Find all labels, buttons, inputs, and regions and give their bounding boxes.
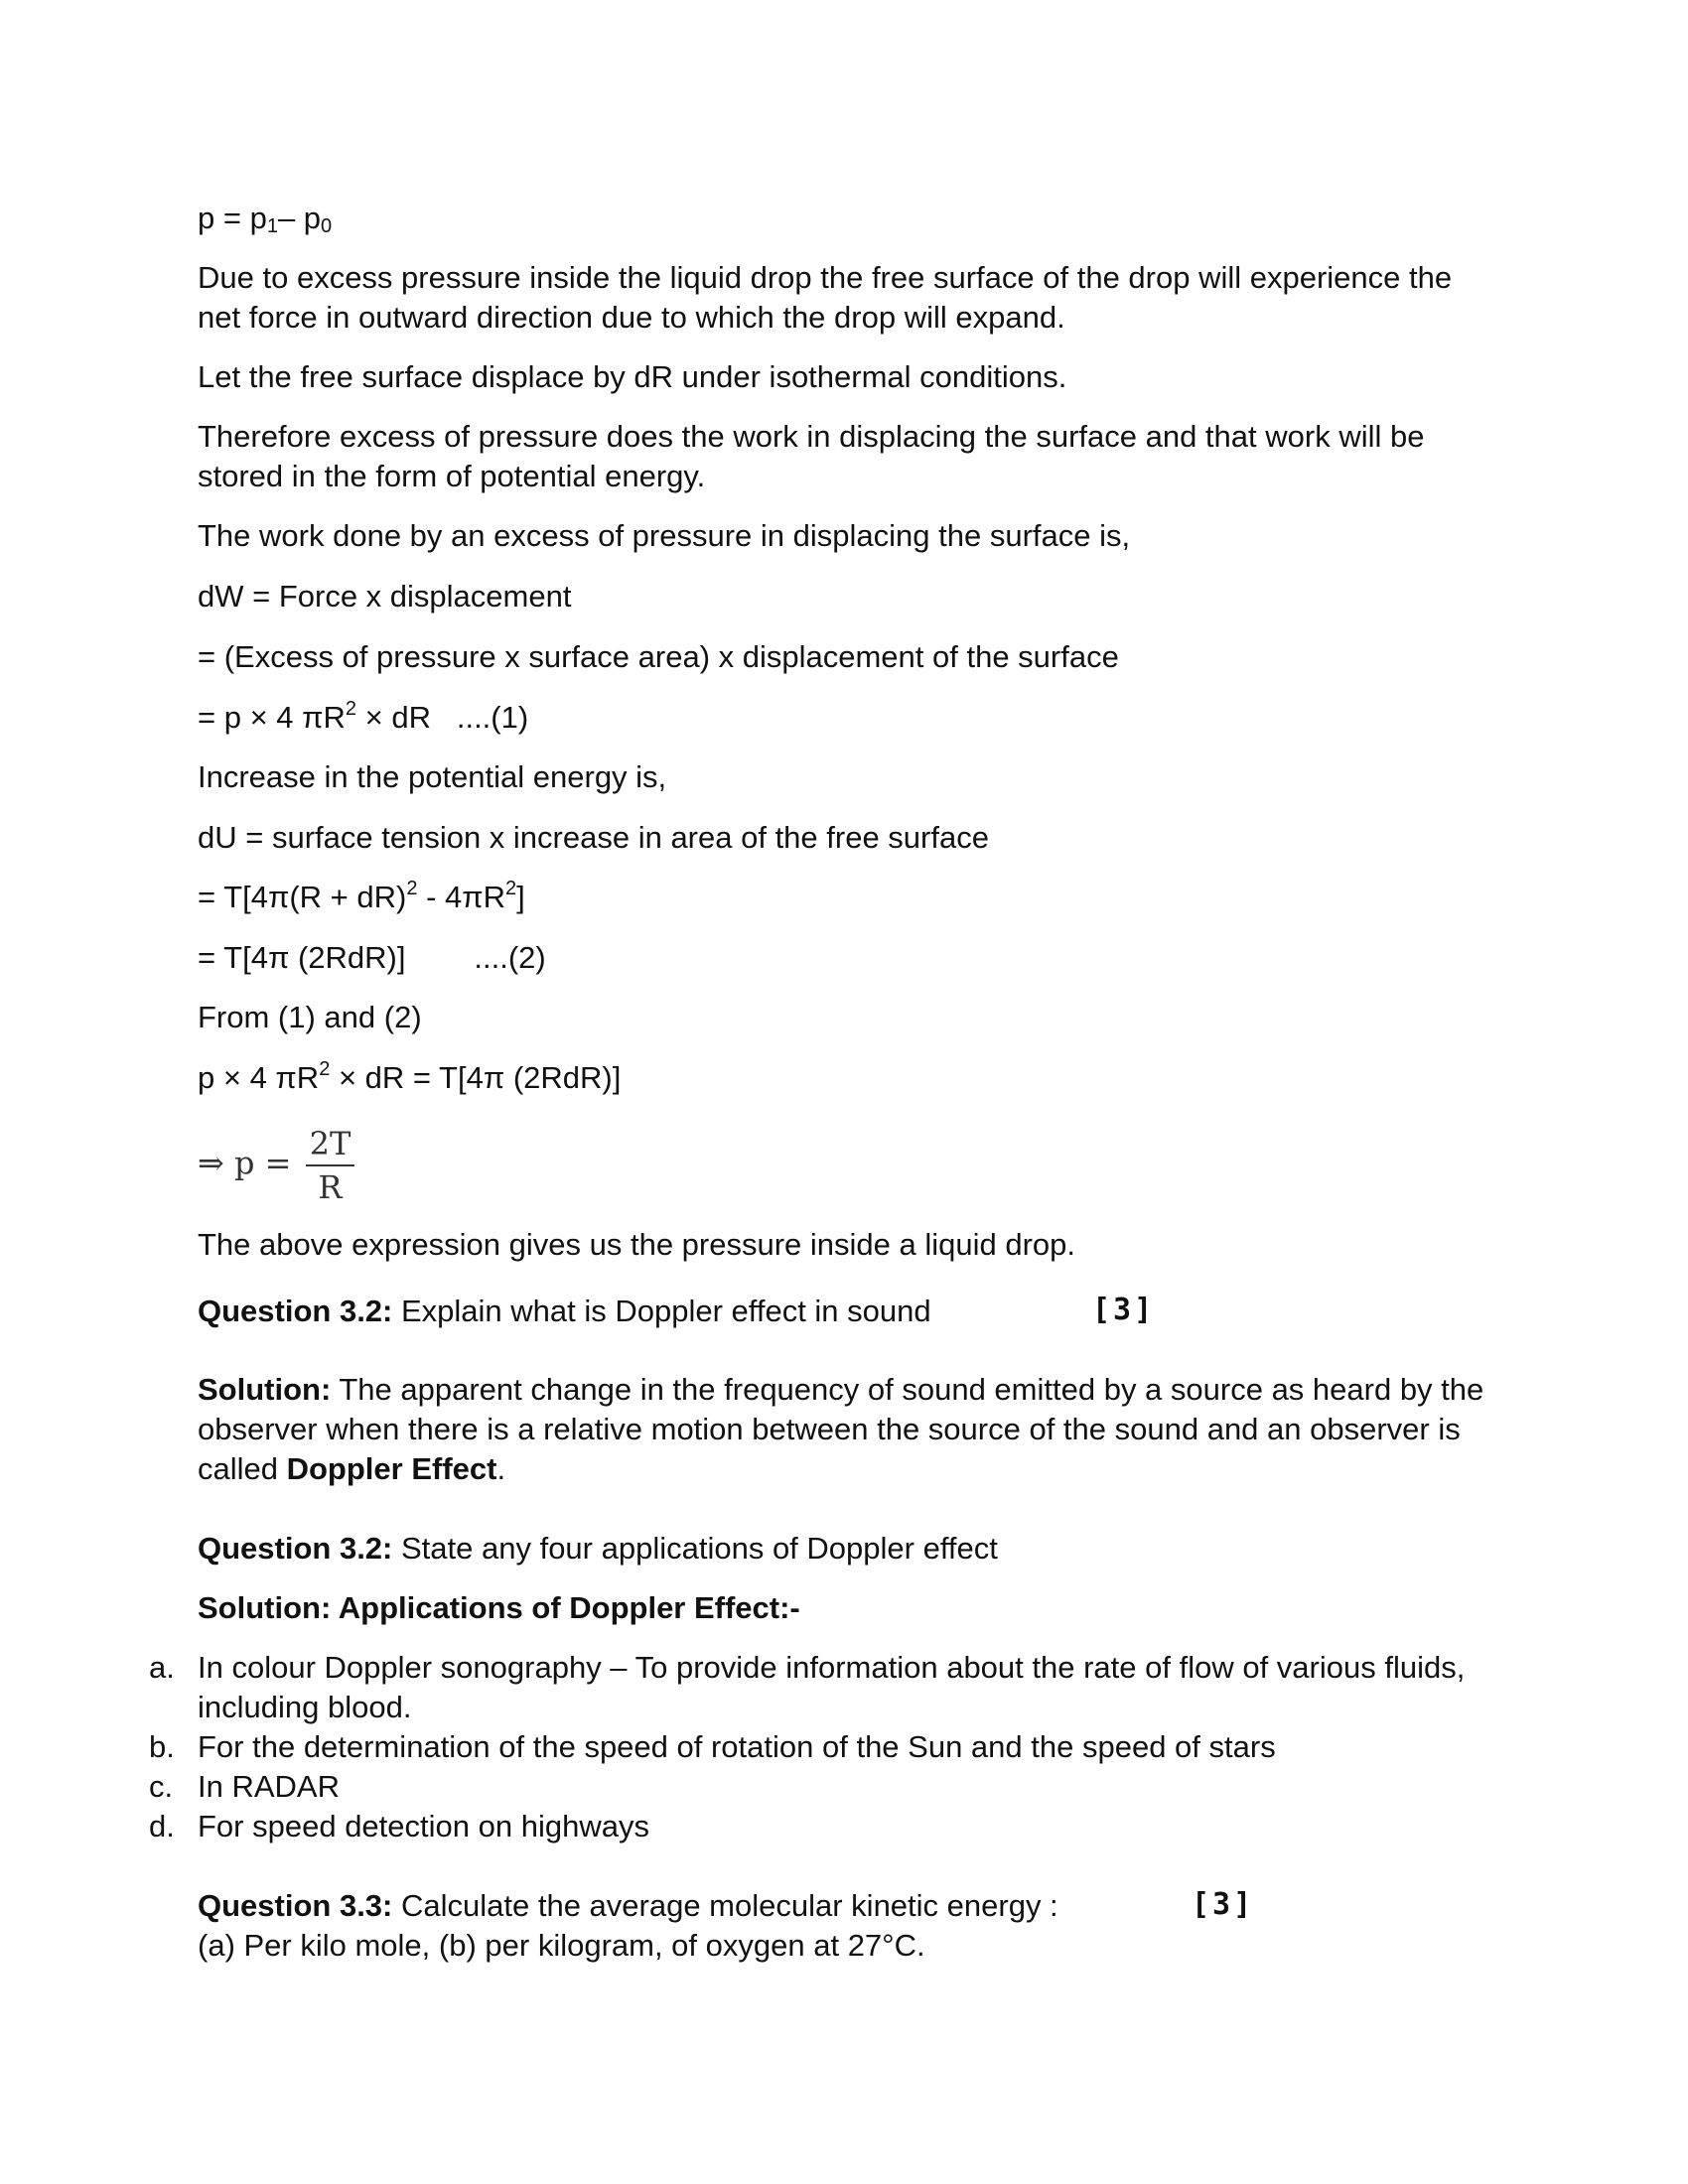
fraction-denominator: R: [318, 1168, 343, 1206]
equation-excess-area: = (Excess of pressure x surface area) x displacement of the surface: [198, 639, 1119, 674]
list-marker: b.: [149, 1729, 175, 1764]
equation-1: [198, 698, 528, 738]
list-marker: c.: [149, 1769, 174, 1804]
solution-text: The apparent change in the frequency of sound emitted by a source as heard by the observer when there is a relative motion between the source of the sound and an observer is called: [198, 1372, 1484, 1486]
list-item: In colour Doppler sonography – To provide information about the rate of flow of various fluids, including blood.: [198, 1650, 1466, 1724]
question-text: Calculate the average molecular kinetic energy :: [392, 1888, 1058, 1923]
paragraph-potential-energy: Increase in the potential energy is,: [198, 759, 667, 794]
eq-text: - 4πR: [417, 880, 506, 914]
equation-pressure-difference: [198, 199, 332, 238]
solution-doppler: [198, 1370, 1498, 1489]
question-text: State any four applications of Doppler effect: [392, 1531, 998, 1566]
solution-applications-heading: Solution: Applications of Doppler Effect:-: [198, 1590, 800, 1625]
solution-term: Doppler Effect: [286, 1451, 497, 1486]
marks-badge: [3]: [1092, 1293, 1156, 1327]
equation-du: dU = surface tension x increase in area of the free surface: [198, 820, 989, 855]
superscript: 2: [345, 698, 357, 720]
eq-text: p = p: [198, 201, 267, 235]
solution-end: .: [496, 1451, 506, 1486]
formula-prefix: ⇒ p =: [198, 1144, 292, 1182]
list-item: In RADAR: [198, 1769, 340, 1804]
paragraph-from-1-and-2: From (1) and (2): [198, 1000, 422, 1034]
equation-dw: dW = Force x displacement: [198, 579, 572, 614]
eq-text: ]: [516, 880, 525, 914]
superscript: 2: [505, 878, 517, 899]
list-item: For the determination of the speed of rotation of the Sun and the speed of stars: [198, 1729, 1276, 1764]
question-3-3-parts: (a) Per kilo mole, (b) per kilogram, of oxygen at 27°C.: [198, 1928, 925, 1963]
paragraph-pressure-expression: The above expression gives us the pressure inside a liquid drop.: [198, 1227, 1076, 1262]
fraction-numerator: 2T: [306, 1125, 355, 1166]
paragraph-work-stored: Therefore excess of pressure does the work in displacing the surface and that work will be stored in the form of potential energy.: [198, 419, 1425, 493]
list-item: For speed detection on highways: [198, 1809, 649, 1843]
formula-pressure-result: [198, 1125, 354, 1206]
subscript: 1: [266, 215, 278, 237]
question-3-2-applications: [198, 1529, 998, 1569]
question-3-3: [198, 1886, 1058, 1926]
question-label: Question 3.2:: [198, 1294, 393, 1328]
equation-combined: [198, 1058, 621, 1098]
paragraph-displacement: Let the free surface displace by dR under isothermal conditions.: [198, 359, 1067, 394]
equation-t-area: [198, 878, 525, 917]
superscript: 2: [319, 1058, 331, 1080]
solution-label: Solution:: [198, 1372, 332, 1407]
equation-2: = T[4π (2RdR)] ....(2): [198, 940, 546, 975]
fraction: [306, 1125, 355, 1206]
list-marker: d.: [149, 1809, 175, 1843]
eq-text: = T[4π(R + dR): [198, 880, 407, 914]
question-label: Question 3.3:: [198, 1888, 393, 1923]
subscript: 0: [321, 215, 333, 237]
eq-text: × dR = T[4π (2RdR)]: [330, 1060, 622, 1095]
eq-text: p × 4 πR: [198, 1060, 320, 1095]
paragraph-excess-pressure: Due to excess pressure inside the liquid drop the free surface of the drop will experience the net force in outward direction due to which the drop will expand.: [198, 260, 1453, 335]
paragraph-work-done: The work done by an excess of pressure in displacing the surface is,: [198, 518, 1131, 553]
question-label: Question 3.2:: [198, 1531, 393, 1566]
eq-text: × dR ....(1): [356, 700, 529, 735]
superscript: 2: [406, 878, 418, 899]
question-3-2-doppler: [198, 1292, 931, 1331]
list-marker: a.: [149, 1650, 175, 1685]
eq-text: = p × 4 πR: [198, 700, 346, 735]
question-text: Explain what is Doppler effect in sound: [392, 1294, 931, 1328]
eq-text: – p: [277, 201, 322, 235]
marks-badge: [3]: [1192, 1887, 1255, 1922]
